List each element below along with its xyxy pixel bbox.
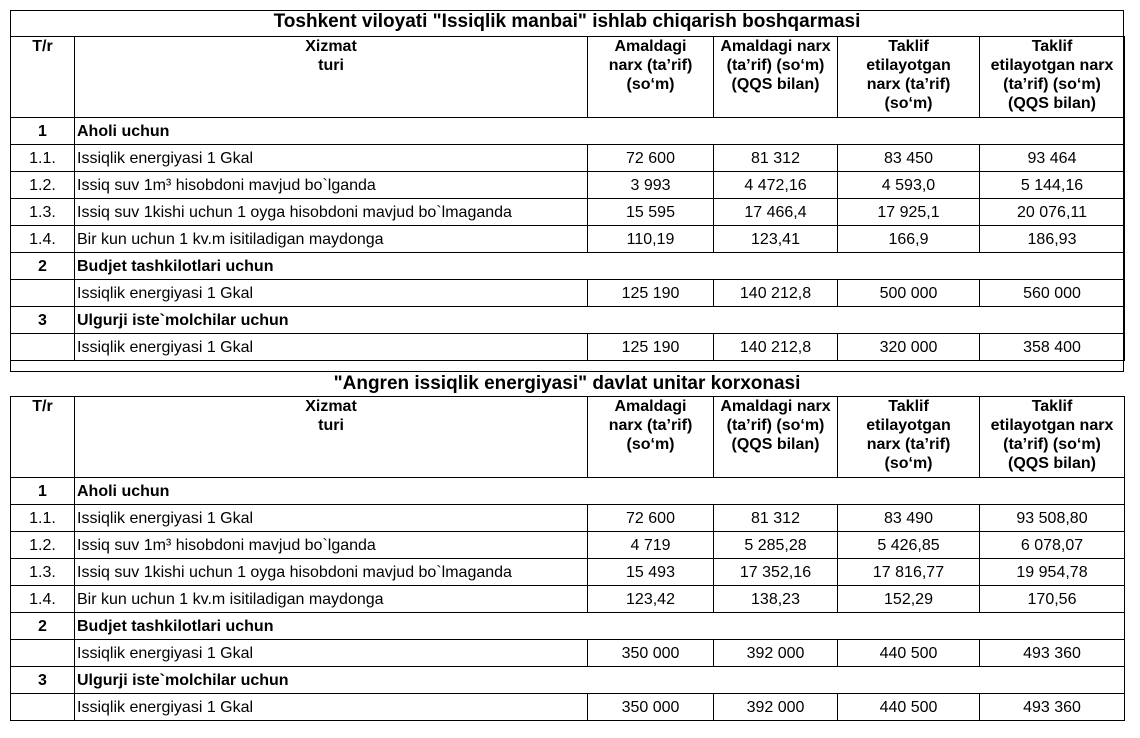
column-header-line: (ta’rif) (so‘m): [726, 57, 825, 74]
column-header-line: T/r: [32, 398, 53, 415]
column-header-col6: [980, 397, 1125, 478]
column-header-line: (QQS bilan): [1008, 95, 1096, 112]
current-price-vat: 81 312: [714, 145, 838, 172]
header-row: [11, 397, 1125, 478]
column-header-line: etilayotgan: [866, 417, 951, 434]
column-header-line: turi: [318, 417, 344, 434]
service-name: Issiqlik energiyasi 1 Gkal: [75, 334, 588, 361]
section-title: Aholi uchun: [75, 478, 1125, 505]
current-price: 125 190: [588, 280, 714, 307]
column-header-col5: [838, 397, 980, 478]
tariff-block-2: [10, 370, 1124, 732]
column-header-line: (ta’rif) (so‘m): [1003, 436, 1101, 453]
proposed-price: 152,29: [838, 586, 980, 613]
section-number: 3: [11, 307, 75, 334]
current-price: 15 595: [588, 199, 714, 226]
proposed-price: 166,9: [838, 226, 980, 253]
column-header-col3: [588, 397, 714, 478]
section-title: Budjet tashkilotlari uchun: [75, 613, 1125, 640]
section-number: 2: [11, 613, 75, 640]
service-name: Issiqlik energiyasi 1 Gkal: [75, 145, 588, 172]
row-number: [11, 640, 75, 667]
service-name: Issiqlik energiyasi 1 Gkal: [75, 640, 588, 667]
table-row: [11, 694, 1125, 721]
proposed-price-vat: 186,93: [980, 226, 1125, 253]
column-header-line: Taklif: [1031, 38, 1073, 55]
proposed-price: 4 593,0: [838, 172, 980, 199]
proposed-price: 440 500: [838, 640, 980, 667]
column-header-line: narx (ta’rif): [608, 417, 693, 434]
proposed-price-vat: 20 076,11: [980, 199, 1125, 226]
current-price-vat: 17 466,4: [714, 199, 838, 226]
column-header-line: Amaldagi: [614, 398, 687, 415]
column-header-line: Taklif: [888, 398, 929, 415]
section-title: Ulgurji iste`molchilar uchun: [75, 667, 1125, 694]
column-header-line: Taklif: [1031, 398, 1073, 415]
column-header-line: etilayotgan narx: [990, 417, 1114, 434]
section-title: Budjet tashkilotlari uchun: [75, 253, 1125, 280]
column-header-line: etilayotgan narx: [990, 57, 1114, 74]
current-price-vat: 123,41: [714, 226, 838, 253]
column-header-line: narx (ta’rif): [608, 57, 693, 74]
column-header-line: Xizmat: [305, 398, 357, 415]
row-number: 1.3.: [11, 199, 75, 226]
column-header-line: narx (ta’rif): [866, 76, 951, 93]
proposed-price: 5 426,85: [838, 532, 980, 559]
column-header-line: Xizmat: [305, 38, 357, 55]
proposed-price-vat: 19 954,78: [980, 559, 1125, 586]
section-number: 1: [11, 478, 75, 505]
proposed-price-vat: 493 360: [980, 640, 1125, 667]
table-title: Toshkent viloyati "Issiqlik manbai" ishlab chiqarish boshqarmasi: [273, 11, 861, 32]
service-name: Bir kun uchun 1 kv.m isitiladigan maydonga: [75, 226, 588, 253]
proposed-price: 440 500: [838, 694, 980, 721]
service-name: Issiq suv 1kishi uchun 1 oyga hisobdoni mavjud bo`lmaganda: [75, 559, 588, 586]
section-title: Ulgurji iste`molchilar uchun: [75, 307, 1125, 334]
table-row: [11, 532, 1125, 559]
proposed-price: 17 816,77: [838, 559, 980, 586]
tariff-table: [10, 396, 1125, 721]
current-price: 72 600: [588, 505, 714, 532]
service-name: Bir kun uchun 1 kv.m isitiladigan maydonga: [75, 586, 588, 613]
proposed-price-vat: 170,56: [980, 586, 1125, 613]
current-price: 350 000: [588, 694, 714, 721]
row-number: 1.3.: [11, 559, 75, 586]
row-number: 1.4.: [11, 586, 75, 613]
current-price: 4 719: [588, 532, 714, 559]
current-price: 123,42: [588, 586, 714, 613]
section-row: [11, 667, 1125, 694]
service-name: Issiq suv 1kishi uchun 1 oyga hisobdoni mavjud bo`lmaganda: [75, 199, 588, 226]
current-price-vat: 392 000: [714, 694, 838, 721]
section-number: 1: [11, 118, 75, 145]
column-header-line: (QQS bilan): [731, 436, 820, 453]
current-price: 350 000: [588, 640, 714, 667]
section-row: [11, 478, 1125, 505]
table-title: "Angren issiqlik energiyasi" davlat unitar korxonasi: [333, 373, 801, 394]
column-header-line: turi: [318, 57, 344, 74]
service-name: Issiq suv 1m³ hisobdoni mavjud bo`lganda: [75, 172, 588, 199]
column-header-line: Amaldagi: [614, 38, 687, 55]
current-price-vat: 4 472,16: [714, 172, 838, 199]
current-price-vat: 17 352,16: [714, 559, 838, 586]
proposed-price: 500 000: [838, 280, 980, 307]
column-header-line: T/r: [32, 38, 53, 55]
column-header-line: Amaldagi narx: [720, 398, 831, 415]
current-price: 15 493: [588, 559, 714, 586]
row-number: 1.1.: [11, 505, 75, 532]
column-header-line: etilayotgan: [866, 57, 951, 74]
table-row: [11, 505, 1125, 532]
column-header-line: (ta’rif) (so‘m): [1003, 76, 1101, 93]
table-row: [11, 559, 1125, 586]
row-number: 1.2.: [11, 532, 75, 559]
column-header-line: (QQS bilan): [1008, 455, 1096, 472]
column-header-col4: [714, 397, 838, 478]
column-header-line: Taklif: [888, 38, 929, 55]
row-number: 1.2.: [11, 172, 75, 199]
column-header-line: (so‘m): [884, 95, 933, 112]
current-price-vat: 5 285,28: [714, 532, 838, 559]
proposed-price-vat: 5 144,16: [980, 172, 1125, 199]
current-price-vat: 140 212,8: [714, 334, 838, 361]
current-price: 3 993: [588, 172, 714, 199]
section-number: 3: [11, 667, 75, 694]
proposed-price: 83 490: [838, 505, 980, 532]
row-number: [11, 694, 75, 721]
service-name: Issiq suv 1m³ hisobdoni mavjud bo`lganda: [75, 532, 588, 559]
column-header-col1: [11, 397, 75, 478]
proposed-price-vat: 358 400: [980, 334, 1125, 361]
proposed-price: 17 925,1: [838, 199, 980, 226]
current-price: 125 190: [588, 334, 714, 361]
proposed-price-vat: 493 360: [980, 694, 1125, 721]
proposed-price-vat: 93 464: [980, 145, 1125, 172]
column-header-line: (QQS bilan): [731, 76, 820, 93]
current-price-vat: 81 312: [714, 505, 838, 532]
proposed-price: 83 450: [838, 145, 980, 172]
current-price: 110,19: [588, 226, 714, 253]
row-number: 1.4.: [11, 226, 75, 253]
row-number: 1.1.: [11, 145, 75, 172]
section-number: 2: [11, 253, 75, 280]
table-row: [11, 586, 1125, 613]
column-header-col2: [75, 397, 588, 478]
section-title: Aholi uchun: [75, 118, 1125, 145]
current-price-vat: 140 212,8: [714, 280, 838, 307]
proposed-price-vat: 560 000: [980, 280, 1125, 307]
service-name: Issiqlik energiyasi 1 Gkal: [75, 280, 588, 307]
proposed-price: 320 000: [838, 334, 980, 361]
column-header-line: narx (ta’rif): [866, 436, 951, 453]
current-price-vat: 392 000: [714, 640, 838, 667]
service-name: Issiqlik energiyasi 1 Gkal: [75, 505, 588, 532]
current-price: 72 600: [588, 145, 714, 172]
section-row: [11, 613, 1125, 640]
service-name: Issiqlik energiyasi 1 Gkal: [75, 694, 588, 721]
column-header-line: (so‘m): [626, 76, 675, 93]
column-header-line: (so‘m): [884, 455, 933, 472]
table-row: [11, 640, 1125, 667]
current-price-vat: 138,23: [714, 586, 838, 613]
column-header-line: (ta’rif) (so‘m): [726, 417, 825, 434]
outer-frame: [10, 10, 1124, 372]
column-header-line: Amaldagi narx: [720, 38, 831, 55]
proposed-price-vat: 6 078,07: [980, 532, 1125, 559]
proposed-price-vat: 93 508,80: [980, 505, 1125, 532]
column-header-line: (so‘m): [626, 436, 675, 453]
